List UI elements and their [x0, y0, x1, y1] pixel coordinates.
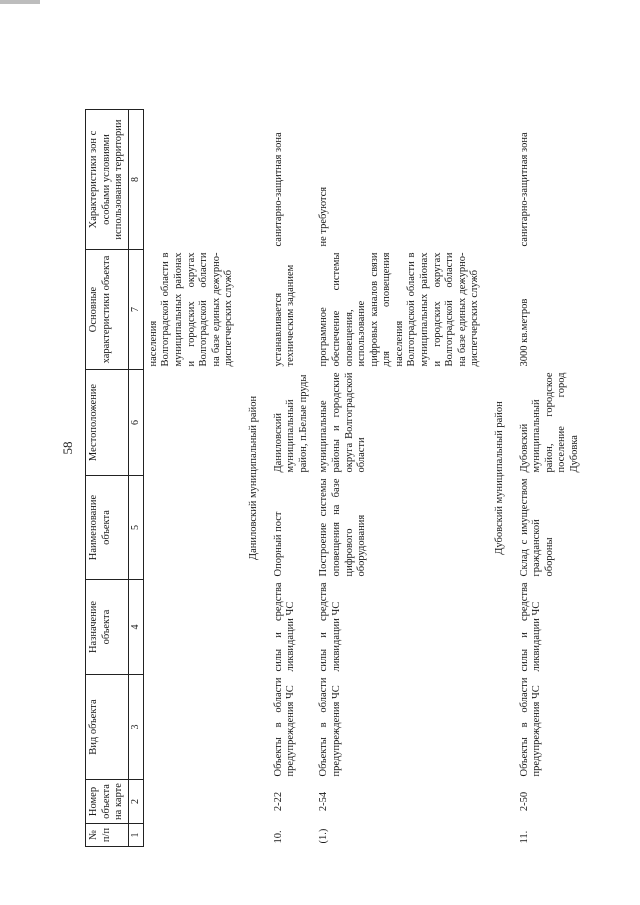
- header-purpose: Назначение объекта: [86, 580, 129, 675]
- table-row: [314, 110, 486, 847]
- section-title: Дубовский муниципальный район: [494, 401, 506, 555]
- row-location: Дубовский муниципальный район, городское поселение город Дубовка: [518, 372, 580, 473]
- row-map-number: 2-22: [272, 791, 284, 812]
- header-num: № п/п: [86, 824, 129, 847]
- column-number-row: [128, 110, 143, 847]
- row-map-number: 2-54: [318, 791, 330, 812]
- row-name: Построение системы оповещения на базе цифрового оборудования: [318, 478, 368, 577]
- section-heading-row: [486, 110, 515, 847]
- column-number: 2: [128, 780, 143, 824]
- row-location: муниципальные районы и городские округа Волгоградской области: [318, 372, 368, 473]
- row-location: Даниловский муниципальный район, п.Белые пруды: [272, 374, 309, 473]
- row-object-type: Объекты в области предупреждения ЧС: [518, 677, 543, 777]
- header-name: Наименование объекта: [86, 476, 129, 580]
- section-heading-row: [240, 110, 269, 847]
- objects-table: [85, 109, 586, 847]
- row-purpose: силы и средства ликвидации ЧС: [318, 582, 342, 672]
- continuation-characteristics: населения Волгоградской области в муниципальных районах и городских округах Волгоградской области на базе единых дежурно-диспетчерских служб: [147, 252, 235, 367]
- row-zones: санитарно-защитная зона: [272, 132, 284, 247]
- page-number: 58: [60, 441, 75, 455]
- row-characteristics: устанавливается техническим заданием: [272, 264, 297, 367]
- column-number: 3: [128, 675, 143, 780]
- header-map-number: Номер объекта на карте: [86, 780, 129, 824]
- column-number: 6: [128, 370, 143, 476]
- column-number: 5: [128, 476, 143, 580]
- column-number: 7: [128, 250, 143, 370]
- table-row: [269, 110, 315, 847]
- header-object-type: Вид объекта: [86, 675, 129, 780]
- row-zones: не требуются: [318, 186, 330, 247]
- row-num: (1.): [318, 828, 330, 844]
- row-characteristics: 3000 кв.метров: [518, 298, 530, 367]
- row-characteristics: программное обеспечение системы оповещения, использование цифровых каналов связи для оповещения населения Волгоградской области в муниципальных районах и городских округах Волгоградской области на базе единых дежурно-диспетчерских служб: [318, 252, 481, 367]
- header-zones: Характеристики зон с особыми условиями использования территории: [86, 110, 129, 250]
- row-purpose: силы и средства ликвидации ЧС: [272, 582, 297, 672]
- row-name: Опорный пост: [272, 511, 284, 577]
- row-object-type: Объекты в области предупреждения ЧС: [272, 677, 297, 777]
- row-num: 10.: [272, 830, 284, 844]
- row-object-type: Объекты в области предупреждения ЧС: [318, 677, 342, 777]
- table-row: [515, 110, 586, 847]
- row-zones: санитарно-защитная зона: [518, 132, 530, 247]
- row-name: Склад с имуществом гражданской обороны: [518, 478, 555, 577]
- section-title: Даниловский муниципальный район: [247, 395, 259, 561]
- column-number: 1: [128, 824, 143, 847]
- row-map-number: 2-50: [518, 791, 530, 812]
- header-row: [86, 110, 129, 847]
- column-number: 8: [128, 110, 143, 250]
- header-location: Местоположение: [86, 370, 129, 476]
- column-number: 4: [128, 580, 143, 675]
- header-characteristics: Основные характеристики объекта: [86, 250, 129, 370]
- continuation-row: [143, 110, 240, 847]
- row-num: 11.: [518, 830, 530, 844]
- row-purpose: силы и средства ликвидации ЧС: [518, 582, 543, 672]
